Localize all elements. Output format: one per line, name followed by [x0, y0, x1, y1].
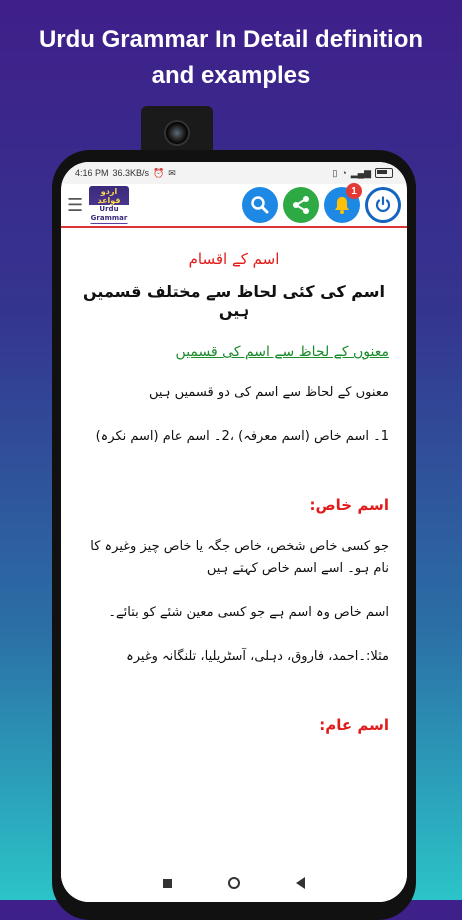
- back-icon[interactable]: [296, 877, 305, 889]
- wifi-icon: ◔: [341, 168, 347, 178]
- phone-screen: [61, 162, 407, 902]
- bell-icon: [332, 195, 352, 215]
- navigation-bar: [61, 864, 407, 902]
- notifications-button[interactable]: [324, 187, 360, 223]
- notification-icon: ✉: [168, 167, 176, 178]
- search-icon: [250, 195, 270, 215]
- status-speed: 36.3KB/s: [112, 168, 150, 178]
- section-heading-common-noun: اسم عام:: [319, 716, 389, 734]
- article-subtitle: اسم کی کئی لحاظ سے مختلف قسمیں ہیں: [83, 282, 385, 320]
- app-bar: [61, 184, 407, 228]
- phone-frame: [52, 150, 416, 920]
- share-button[interactable]: [283, 187, 319, 223]
- section-heading-proper-noun: اسم خاص:: [309, 496, 389, 514]
- status-bar: [61, 162, 407, 184]
- paragraph: اسم خاص وہ اسم ہے جو کسی معین شئے کو بتائے۔: [108, 605, 389, 620]
- app-logo: [89, 186, 129, 224]
- logo-english-text: Urdu Grammar: [90, 205, 128, 222]
- paragraph: معنوں کے لحاظ سے اسم کی دو قسمیں ہیں: [149, 385, 389, 400]
- vibrate-icon: ▯: [332, 167, 338, 178]
- home-icon[interactable]: [228, 877, 240, 889]
- signal-icon: ▂▄▆: [350, 167, 371, 178]
- menu-icon[interactable]: ☰: [67, 194, 84, 216]
- recents-icon[interactable]: [163, 879, 172, 888]
- section-heading-meaning: معنوں کے لحاظ سے اسم کی قسمیں: [175, 344, 389, 360]
- promo-title-line2: and examples: [151, 62, 311, 89]
- share-icon: [291, 195, 311, 215]
- promo-title-line1: Urdu Grammar In Detail definition: [38, 26, 424, 53]
- alarm-icon: ⏰: [153, 167, 165, 178]
- logo-urdu-text: اردو قواعد: [97, 187, 121, 205]
- notification-badge: 1: [346, 183, 362, 199]
- power-icon: [374, 196, 392, 214]
- battery-icon: [375, 168, 393, 178]
- article-title: اسم کے اقسام: [188, 250, 280, 268]
- camera-lens-icon: [164, 120, 190, 146]
- paragraph: 1۔ اسم خاص (اسم معرفہ) ،2۔ اسم عام (اسم نکرہ): [95, 429, 389, 444]
- article-content: [61, 250, 407, 734]
- power-button[interactable]: [365, 187, 401, 223]
- status-time: 4:16 PM: [75, 168, 109, 178]
- search-button[interactable]: [242, 187, 278, 223]
- paragraph: مثلا:۔احمد، فاروق، دہلی، آسٹریلیا، تلنگانہ وغیرہ: [126, 649, 389, 664]
- paragraph: جو کسی خاص شخص، خاص جگہ یا خاص چیز وغیرہ کا نام ہو۔ اسے اسم خاص کہتے ہیں: [90, 539, 389, 576]
- promo-title: [0, 22, 462, 94]
